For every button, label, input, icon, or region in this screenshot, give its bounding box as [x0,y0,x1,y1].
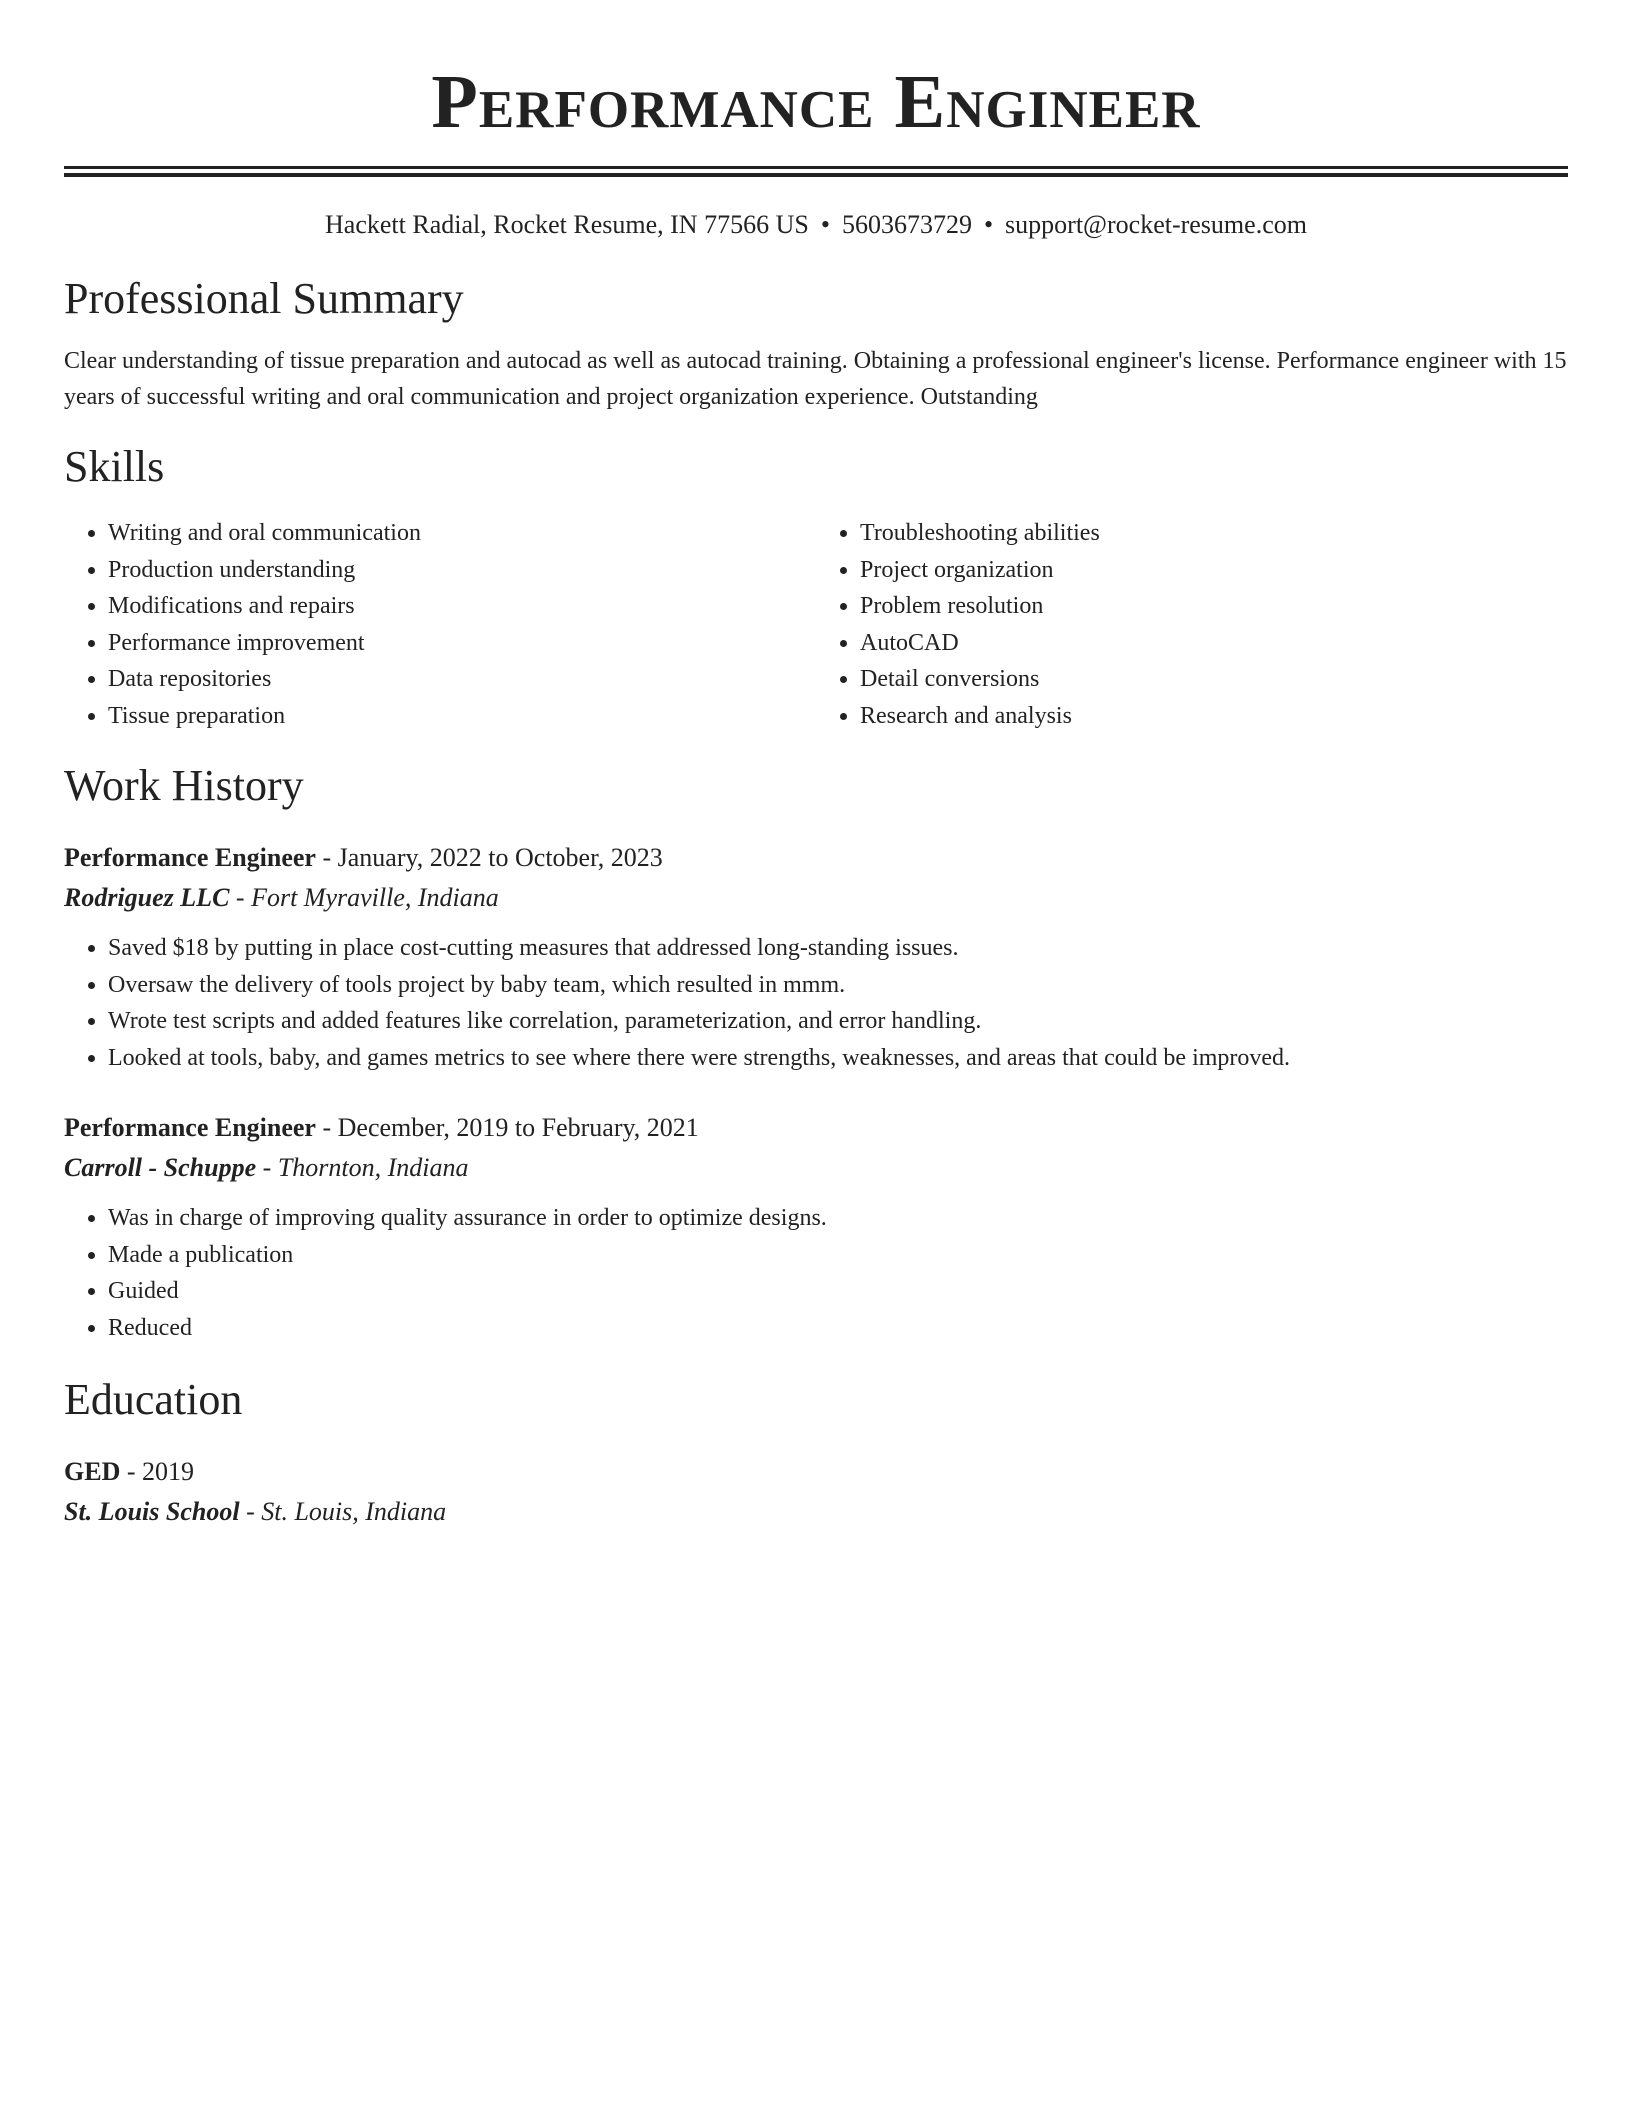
skill-item: • Research and analysis [860,698,1568,735]
skill-item: • Performance improvement [108,625,816,662]
job-bullet: • Reduced [108,1310,1568,1347]
header-double-rule [64,166,1568,177]
contact-address: Hackett Radial, Rocket Resume, IN 77566 US [325,210,809,239]
job-dates: - December, 2019 to February, 2021 [315,1113,699,1142]
job-location: - Fort Myraville, Indiana [229,883,499,912]
education-entry [64,1452,1568,1532]
skill-item: • Detail conversions [860,661,1568,698]
job-bullet: • Wrote test scripts and added features like correlation, parameterization, and error handling. [108,1003,1568,1040]
skills-column-right [816,515,1568,734]
skills-heading: Skills [64,442,165,491]
job-role: Performance Engineer [64,1113,316,1142]
contact-line [64,207,1568,243]
job-bullet: • Was in charge of improving quality assurance in order to optimize designs. [108,1200,1568,1237]
skill-item: • Project organization [860,552,1568,589]
contact-separator: • [820,210,830,239]
job-dates: - January, 2022 to October, 2023 [315,843,663,872]
skill-item: • Problem resolution [860,588,1568,625]
skill-item: • Writing and oral communication [108,515,816,552]
skills-list [64,515,1568,734]
summary-text: Clear understanding of tissue preparation and autocad as well as autocad training. Obtaining a professional engineer's license. Performance engineer with 15 years of successful writing and oral communication and project organization experience. Outstanding [64,348,1567,410]
resume-name: Performance Engineer [431,60,1201,144]
education-degree-line [64,1452,1568,1492]
job-bullets [64,1200,1568,1346]
job-company: Rodriguez LLC [64,883,230,912]
job-company: Carroll - Schuppe [64,1153,257,1182]
job-title-line [64,838,1568,878]
job-bullet: • Made a publication [108,1237,1568,1274]
job-bullets [64,930,1568,1076]
job-bullet: • Saved $18 by putting in place cost-cutting measures that addressed long-standing issues. [108,930,1568,967]
skill-item: • AutoCAD [860,625,1568,662]
skills-column-left [64,515,816,734]
job-role: Performance Engineer [64,843,316,872]
skill-item: • Troubleshooting abilities [860,515,1568,552]
job-company-line [64,878,1568,918]
job-location: - Thornton, Indiana [256,1153,469,1182]
job-bullet: • Oversaw the delivery of tools project by baby team, which resulted in mmm. [108,967,1568,1004]
education-school-line [64,1492,1568,1532]
education-school: St. Louis School [64,1497,240,1526]
work-history-heading: Work History [64,761,304,810]
skill-item: • Production understanding [108,552,816,589]
education-year: - 2019 [120,1457,195,1486]
skill-item: • Data repositories [108,661,816,698]
skill-item: • Tissue preparation [108,698,816,735]
job-entry [64,838,1568,1076]
job-bullet: • Guided [108,1273,1568,1310]
contact-email: support@rocket-resume.com [1005,210,1307,239]
job-bullet: • Looked at tools, baby, and games metrics to see where there were strengths, weaknesses, and areas that could be improved. [108,1040,1568,1077]
job-title-line [64,1108,1568,1148]
contact-phone: 5603673729 [841,210,972,239]
education-degree: GED [64,1457,121,1486]
skill-item: • Modifications and repairs [108,588,816,625]
education-heading: Education [64,1375,243,1424]
contact-separator: • [983,210,994,239]
job-entry [64,1108,1568,1346]
job-company-line [64,1148,1568,1188]
education-location: - St. Louis, Indiana [239,1497,447,1526]
summary-heading: Professional Summary [64,274,464,323]
